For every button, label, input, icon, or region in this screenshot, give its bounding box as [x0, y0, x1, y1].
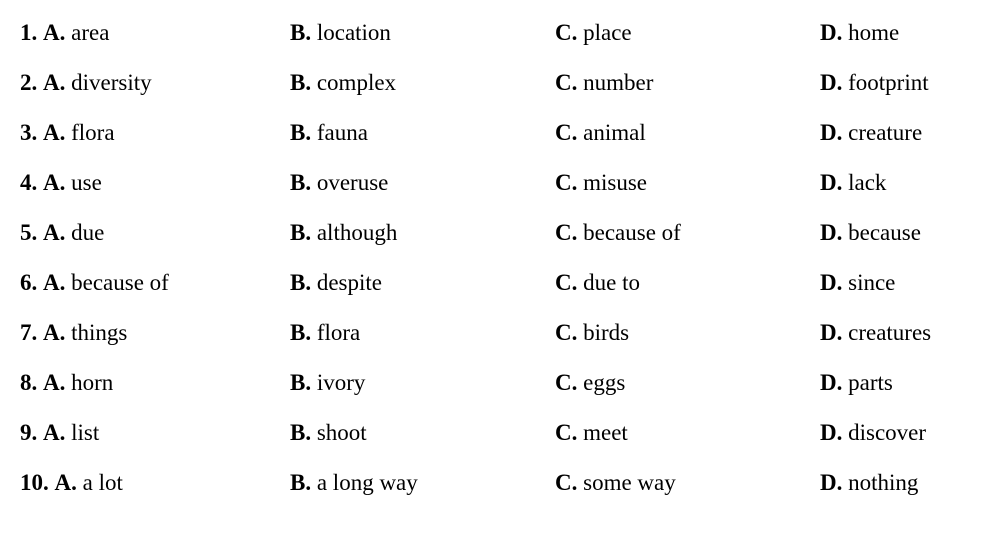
option-d-cell [820, 19, 1008, 47]
option-d-cell [820, 319, 1008, 347]
option-a-cell [20, 369, 290, 397]
option-letter-b: B. [290, 20, 312, 46]
option-letter-b: B. [290, 370, 312, 396]
option-c-cell [555, 419, 820, 447]
option-word-c: number [583, 70, 654, 96]
option-letter-a: A. [43, 270, 66, 296]
option-letter-d: D. [820, 20, 843, 46]
option-word-b: despite [316, 270, 382, 296]
option-d-cell [820, 169, 1008, 197]
option-a-cell [20, 269, 290, 297]
question-number: 9. [20, 420, 38, 446]
option-word-b: a long way [316, 470, 418, 496]
question-number: 3. [20, 120, 38, 146]
option-c-cell [555, 219, 820, 247]
option-b-cell [290, 19, 555, 47]
option-word-d: creature [848, 120, 923, 146]
option-a-cell [20, 219, 290, 247]
option-letter-c: C. [555, 20, 578, 46]
option-word-d: parts [848, 370, 893, 396]
question-row [20, 408, 1008, 458]
option-word-d: footprint [848, 70, 929, 96]
option-d-cell [820, 269, 1008, 297]
option-letter-d: D. [820, 270, 843, 296]
option-letter-c: C. [555, 470, 578, 496]
option-word-d: since [848, 270, 896, 296]
option-d-cell [820, 119, 1008, 147]
option-letter-c: C. [555, 220, 578, 246]
option-word-a: use [71, 170, 102, 196]
option-letter-b: B. [290, 170, 312, 196]
option-letter-b: B. [290, 270, 312, 296]
option-letter-c: C. [555, 370, 578, 396]
option-c-cell [555, 369, 820, 397]
question-number: 5. [20, 220, 38, 246]
option-a-cell [20, 69, 290, 97]
option-word-a: horn [71, 370, 114, 396]
question-row [20, 358, 1008, 408]
option-word-a: diversity [71, 70, 152, 96]
question-row [20, 258, 1008, 308]
question-row [20, 8, 1008, 58]
option-word-c: because of [583, 220, 681, 246]
question-row [20, 108, 1008, 158]
question-number: 10. [20, 470, 49, 496]
option-letter-a: A. [43, 220, 66, 246]
option-c-cell [555, 69, 820, 97]
option-c-cell [555, 19, 820, 47]
option-letter-c: C. [555, 70, 578, 96]
question-row [20, 58, 1008, 108]
option-word-b: complex [316, 70, 397, 96]
option-word-d: lack [848, 170, 887, 196]
option-letter-a: A. [43, 170, 66, 196]
option-word-a: area [71, 20, 110, 46]
question-number: 1. [20, 20, 38, 46]
option-word-c: misuse [583, 170, 648, 196]
option-letter-b: B. [290, 220, 312, 246]
option-c-cell [555, 119, 820, 147]
option-word-d: creatures [848, 320, 932, 346]
option-word-b: location [316, 20, 391, 46]
option-word-b: ivory [316, 370, 366, 396]
question-row [20, 208, 1008, 258]
option-a-cell [20, 119, 290, 147]
option-word-b: although [316, 220, 398, 246]
option-c-cell [555, 169, 820, 197]
question-row [20, 308, 1008, 358]
option-letter-d: D. [820, 220, 843, 246]
option-letter-a: A. [43, 320, 66, 346]
question-number: 8. [20, 370, 38, 396]
option-letter-d: D. [820, 170, 843, 196]
option-word-a: a lot [82, 470, 123, 496]
option-word-b: overuse [316, 170, 389, 196]
option-word-b: fauna [316, 120, 368, 146]
question-list [20, 8, 1008, 508]
option-letter-a: A. [54, 470, 77, 496]
option-word-d: nothing [848, 470, 919, 496]
option-letter-a: A. [43, 420, 66, 446]
option-letter-d: D. [820, 70, 843, 96]
option-b-cell [290, 119, 555, 147]
option-a-cell [20, 419, 290, 447]
option-letter-b: B. [290, 320, 312, 346]
option-word-d: because [848, 220, 921, 246]
question-row [20, 458, 1008, 508]
option-letter-d: D. [820, 120, 843, 146]
option-word-a: due [71, 220, 105, 246]
option-letter-c: C. [555, 120, 578, 146]
option-a-cell [20, 169, 290, 197]
option-letter-a: A. [43, 20, 66, 46]
option-b-cell [290, 219, 555, 247]
option-word-a: because of [71, 270, 169, 296]
option-letter-a: A. [43, 70, 66, 96]
option-word-a: list [71, 420, 100, 446]
option-letter-a: A. [43, 120, 66, 146]
option-b-cell [290, 469, 555, 497]
option-c-cell [555, 469, 820, 497]
option-b-cell [290, 419, 555, 447]
option-letter-b: B. [290, 470, 312, 496]
option-letter-b: B. [290, 120, 312, 146]
option-b-cell [290, 69, 555, 97]
option-letter-b: B. [290, 70, 312, 96]
option-a-cell [20, 469, 290, 497]
option-word-a: things [71, 320, 128, 346]
question-number: 2. [20, 70, 38, 96]
option-word-c: eggs [583, 370, 626, 396]
option-d-cell [820, 219, 1008, 247]
option-b-cell [290, 169, 555, 197]
option-letter-d: D. [820, 420, 843, 446]
option-letter-d: D. [820, 370, 843, 396]
question-number: 4. [20, 170, 38, 196]
option-word-d: home [848, 20, 900, 46]
option-word-b: flora [316, 320, 361, 346]
option-word-b: shoot [316, 420, 367, 446]
option-b-cell [290, 319, 555, 347]
option-word-c: meet [583, 420, 628, 446]
option-letter-d: D. [820, 320, 843, 346]
option-word-c: some way [583, 470, 676, 496]
option-letter-c: C. [555, 320, 578, 346]
option-a-cell [20, 319, 290, 347]
option-a-cell [20, 19, 290, 47]
option-letter-b: B. [290, 420, 312, 446]
option-b-cell [290, 269, 555, 297]
option-word-d: discover [848, 420, 927, 446]
option-letter-c: C. [555, 420, 578, 446]
option-d-cell [820, 69, 1008, 97]
option-word-c: due to [583, 270, 640, 296]
option-c-cell [555, 269, 820, 297]
option-b-cell [290, 369, 555, 397]
question-number: 6. [20, 270, 38, 296]
option-word-c: birds [583, 320, 630, 346]
option-letter-c: C. [555, 170, 578, 196]
option-letter-c: C. [555, 270, 578, 296]
option-word-a: flora [71, 120, 115, 146]
question-number: 7. [20, 320, 38, 346]
option-d-cell [820, 469, 1008, 497]
option-c-cell [555, 319, 820, 347]
option-letter-d: D. [820, 470, 843, 496]
question-row [20, 158, 1008, 208]
option-word-c: animal [583, 120, 646, 146]
option-letter-a: A. [43, 370, 66, 396]
option-d-cell [820, 419, 1008, 447]
option-word-c: place [583, 20, 632, 46]
option-d-cell [820, 369, 1008, 397]
